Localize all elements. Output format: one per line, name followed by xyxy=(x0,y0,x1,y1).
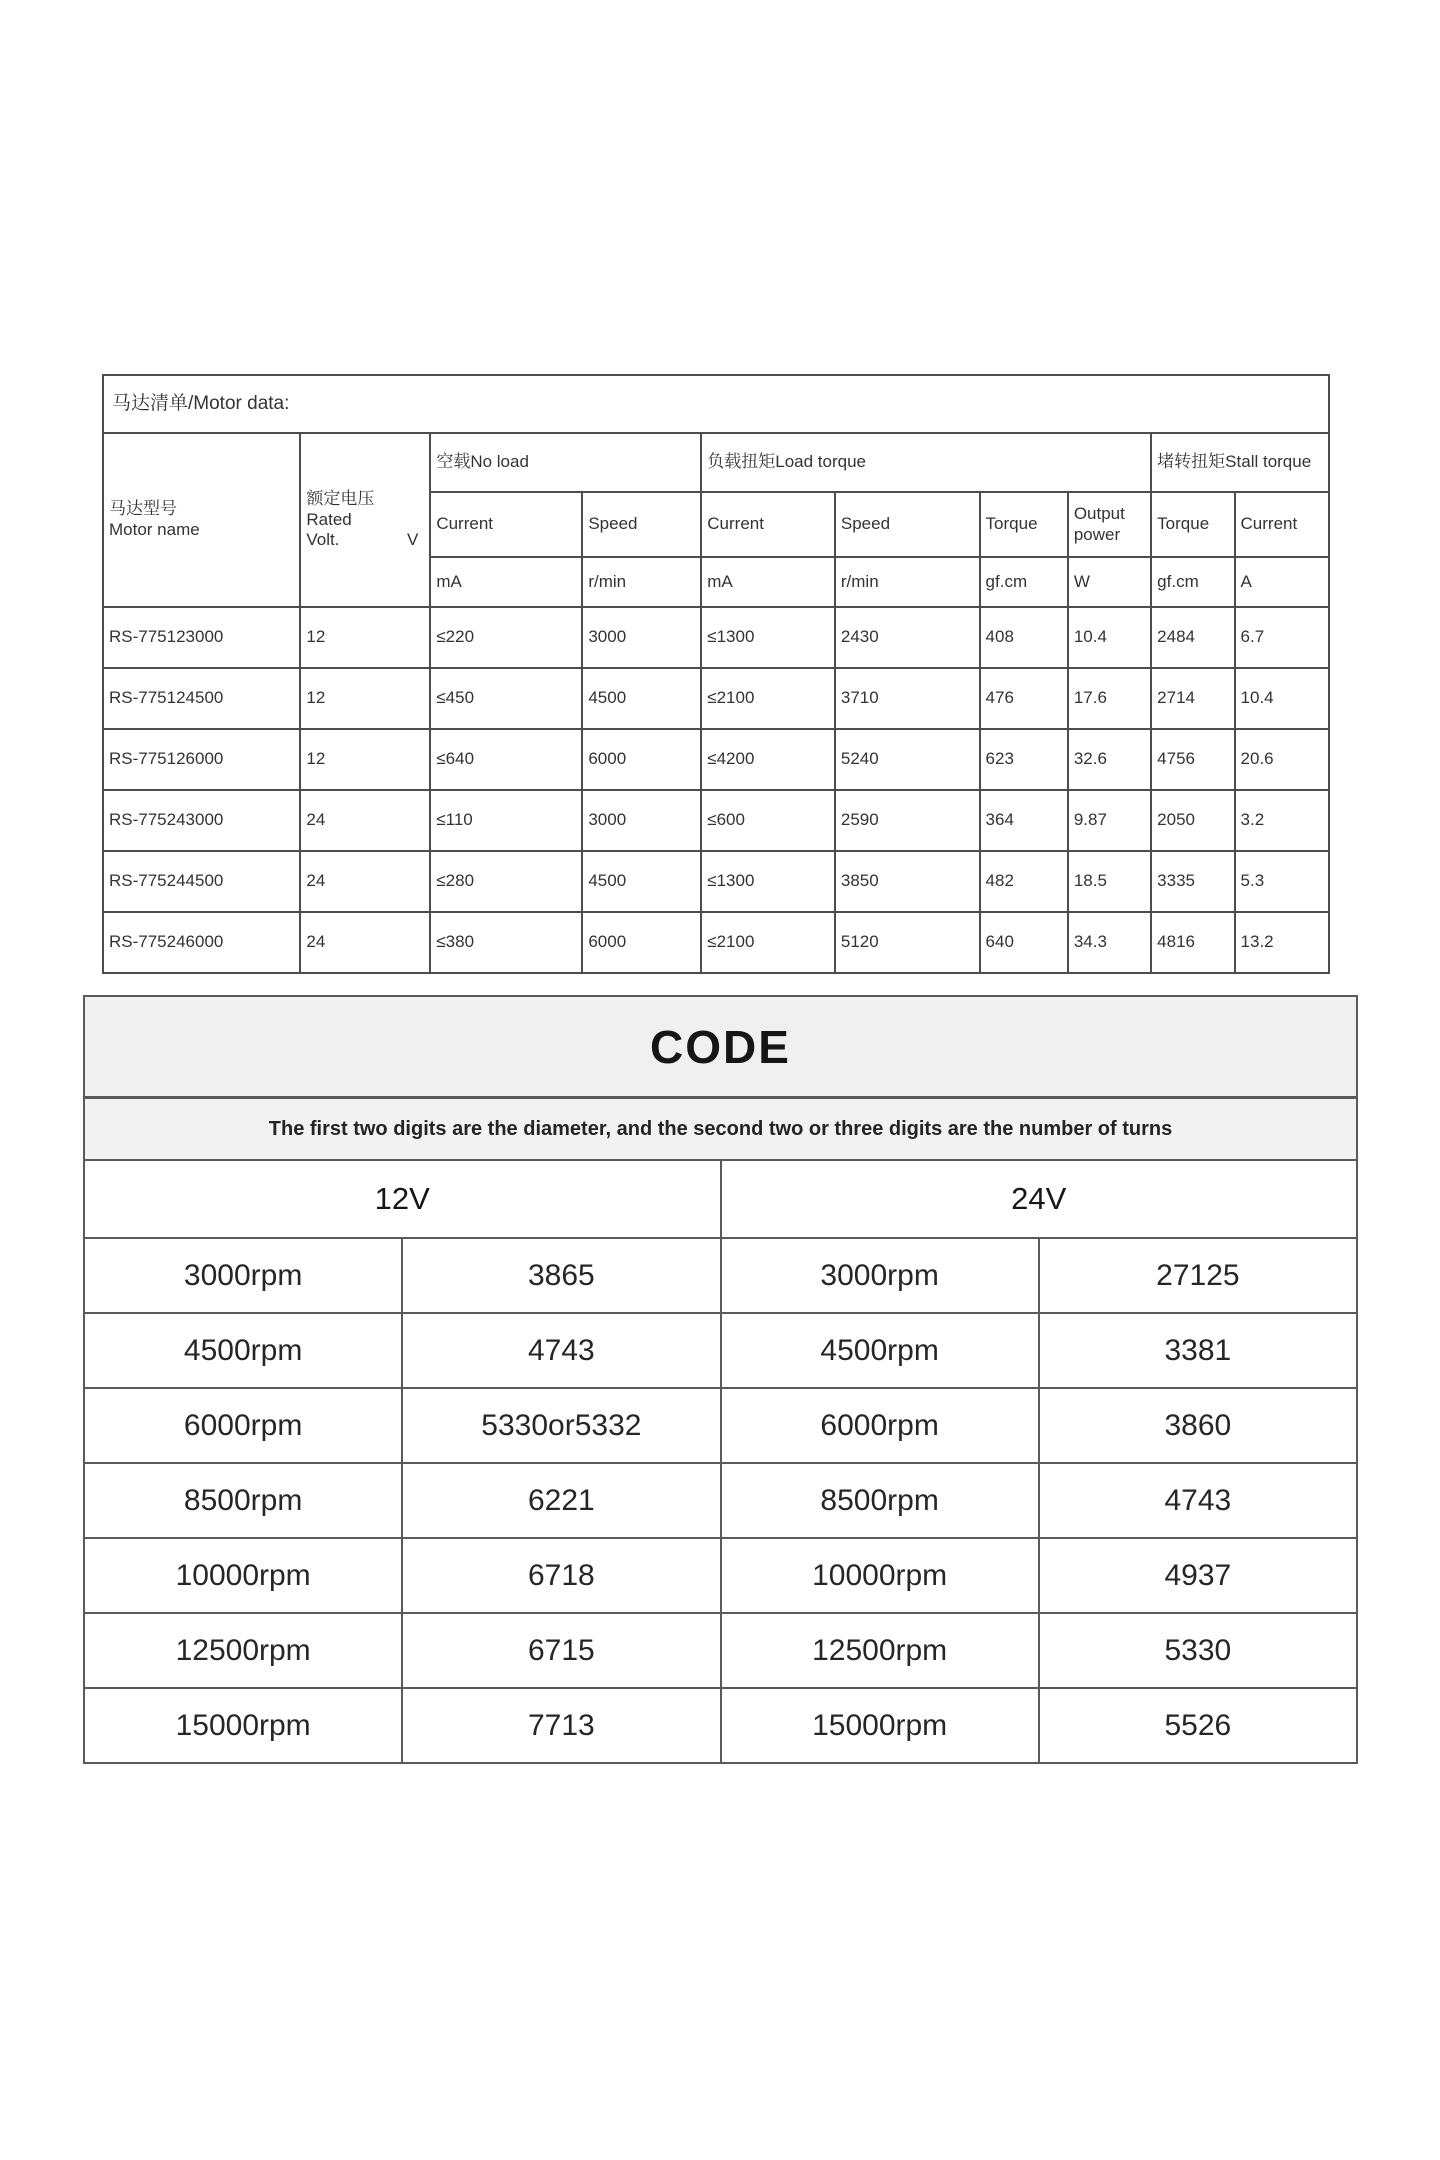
table-cell: 8500rpm xyxy=(721,1463,1039,1538)
table-cell: 3850 xyxy=(835,851,980,912)
table-cell: 6221 xyxy=(402,1463,720,1538)
table-cell: 4500rpm xyxy=(721,1313,1039,1388)
table-cell: 2714 xyxy=(1151,668,1234,729)
unit-cell: W xyxy=(1068,557,1151,607)
table-cell: 6000 xyxy=(582,912,701,973)
voltage-header-24v: 24V xyxy=(721,1160,1358,1238)
table-cell: 32.6 xyxy=(1068,729,1151,790)
header-motor-name-cn: 马达型号 xyxy=(109,499,177,519)
table-cell: 5330 xyxy=(1039,1613,1357,1688)
table-cell: 24 xyxy=(300,912,430,973)
table-cell: 34.3 xyxy=(1068,912,1151,973)
table-cell: 3865 xyxy=(402,1238,720,1313)
table-row xyxy=(84,1538,1357,1613)
table-cell: 12 xyxy=(300,729,430,790)
table-cell: 6000 xyxy=(582,729,701,790)
table-cell: ≤2100 xyxy=(701,912,835,973)
table-cell: 364 xyxy=(980,790,1068,851)
table-cell: 2050 xyxy=(1151,790,1234,851)
table-cell: 482 xyxy=(980,851,1068,912)
table-cell: 12500rpm xyxy=(721,1613,1039,1688)
table-cell: 3000rpm xyxy=(84,1238,402,1313)
table-row xyxy=(103,912,1329,973)
table-cell: 20.6 xyxy=(1235,729,1329,790)
group-header-no-load: 空载No load xyxy=(430,433,701,492)
table-cell: 6000rpm xyxy=(721,1388,1039,1463)
table-cell: 15000rpm xyxy=(721,1688,1039,1763)
table-row xyxy=(103,433,1329,492)
table-cell: 5330or5332 xyxy=(402,1388,720,1463)
column-header: Current xyxy=(1235,492,1329,557)
table-cell: 4816 xyxy=(1151,912,1234,973)
table-cell: 3000 xyxy=(582,790,701,851)
table-cell: 408 xyxy=(980,607,1068,668)
table-row xyxy=(103,668,1329,729)
table-cell: 476 xyxy=(980,668,1068,729)
table-cell: 10.4 xyxy=(1068,607,1151,668)
table-cell: 6.7 xyxy=(1235,607,1329,668)
unit-cell: r/min xyxy=(582,557,701,607)
table-cell: 8500rpm xyxy=(84,1463,402,1538)
table-cell: 3860 xyxy=(1039,1388,1357,1463)
table-cell: 3335 xyxy=(1151,851,1234,912)
table-cell: 2430 xyxy=(835,607,980,668)
unit-cell: A xyxy=(1235,557,1329,607)
table-cell: 5526 xyxy=(1039,1688,1357,1763)
table-cell: ≤1300 xyxy=(701,851,835,912)
table-cell: 6718 xyxy=(402,1538,720,1613)
table-cell: RS-775123000 xyxy=(103,607,300,668)
motor-data-table xyxy=(102,374,1330,974)
table-cell: ≤110 xyxy=(430,790,582,851)
table-row xyxy=(84,1688,1357,1763)
table-row xyxy=(84,1098,1357,1161)
table-cell: RS-775124500 xyxy=(103,668,300,729)
table-cell: 2484 xyxy=(1151,607,1234,668)
unit-cell: mA xyxy=(701,557,835,607)
table-cell: 7713 xyxy=(402,1688,720,1763)
table-cell: RS-775243000 xyxy=(103,790,300,851)
table-cell: ≤2100 xyxy=(701,668,835,729)
table-cell: RS-775126000 xyxy=(103,729,300,790)
table-cell: 10000rpm xyxy=(84,1538,402,1613)
table-cell: 6715 xyxy=(402,1613,720,1688)
table-cell: 4500rpm xyxy=(84,1313,402,1388)
header-rated-cn: 额定电压 xyxy=(306,488,375,508)
table-cell: 3000rpm xyxy=(721,1238,1039,1313)
table-cell: ≤220 xyxy=(430,607,582,668)
table-cell: RS-775244500 xyxy=(103,851,300,912)
table-cell: ≤1300 xyxy=(701,607,835,668)
group-header-load-torque: 负载扭矩Load torque xyxy=(701,433,1151,492)
unit-cell: gf.cm xyxy=(1151,557,1234,607)
table-cell: 3.2 xyxy=(1235,790,1329,851)
table-cell: RS-775246000 xyxy=(103,912,300,973)
table-cell: 2590 xyxy=(835,790,980,851)
table-cell: 4743 xyxy=(402,1313,720,1388)
motor-table-title: 马达清单/Motor data: xyxy=(103,375,1329,433)
unit-cell: mA xyxy=(430,557,582,607)
code-table-title: CODE xyxy=(84,996,1357,1098)
table-cell: 3000 xyxy=(582,607,701,668)
table-cell: 24 xyxy=(300,851,430,912)
table-row xyxy=(103,729,1329,790)
column-header: Torque xyxy=(980,492,1068,557)
table-row xyxy=(84,1388,1357,1463)
unit-cell: r/min xyxy=(835,557,980,607)
table-row xyxy=(103,607,1329,668)
table-cell: 4756 xyxy=(1151,729,1234,790)
table-cell: 10.4 xyxy=(1235,668,1329,729)
table-row xyxy=(84,1613,1357,1688)
table-cell: 24 xyxy=(300,790,430,851)
table-cell: 12 xyxy=(300,607,430,668)
table-cell: 5120 xyxy=(835,912,980,973)
table-row xyxy=(84,1463,1357,1538)
table-row xyxy=(103,851,1329,912)
table-row xyxy=(103,790,1329,851)
group-header-stall-torque: 堵转扭矩Stall torque xyxy=(1151,433,1329,492)
header-motor-name-en: Motor name xyxy=(109,520,200,539)
table-cell: 5.3 xyxy=(1235,851,1329,912)
table-cell: 9.87 xyxy=(1068,790,1151,851)
table-row xyxy=(84,1238,1357,1313)
table-cell: 4743 xyxy=(1039,1463,1357,1538)
table-cell: 12500rpm xyxy=(84,1613,402,1688)
table-cell: 3381 xyxy=(1039,1313,1357,1388)
column-header: Current xyxy=(430,492,582,557)
table-cell: ≤4200 xyxy=(701,729,835,790)
table-row xyxy=(84,1313,1357,1388)
table-cell: 17.6 xyxy=(1068,668,1151,729)
table-row xyxy=(84,996,1357,1098)
code-table-subtitle: The first two digits are the diameter, and the second two or three digits are the number of turns xyxy=(84,1098,1357,1161)
header-rated-line2: Rated xyxy=(306,509,352,529)
column-header: Current xyxy=(701,492,835,557)
table-cell: ≤600 xyxy=(701,790,835,851)
table-cell: 15000rpm xyxy=(84,1688,402,1763)
table-cell: 10000rpm xyxy=(721,1538,1039,1613)
table-cell: 640 xyxy=(980,912,1068,973)
column-header: Speed xyxy=(582,492,701,557)
header-rated-volt-unit: V xyxy=(406,530,419,550)
table-cell: ≤640 xyxy=(430,729,582,790)
table-cell: 4937 xyxy=(1039,1538,1357,1613)
table-cell: 13.2 xyxy=(1235,912,1329,973)
header-rated-volt-label: Volt. xyxy=(306,530,340,550)
column-header: Speed xyxy=(835,492,980,557)
header-rated-volt xyxy=(300,433,430,607)
table-row xyxy=(103,375,1329,433)
voltage-header-12v: 12V xyxy=(84,1160,721,1238)
table-cell: ≤380 xyxy=(430,912,582,973)
code-table xyxy=(83,995,1358,1764)
table-cell: 4500 xyxy=(582,851,701,912)
table-cell: ≤450 xyxy=(430,668,582,729)
table-row xyxy=(84,1160,1357,1238)
table-cell: 6000rpm xyxy=(84,1388,402,1463)
column-header: Output power xyxy=(1068,492,1151,557)
table-cell: 18.5 xyxy=(1068,851,1151,912)
table-cell: 3710 xyxy=(835,668,980,729)
unit-cell: gf.cm xyxy=(980,557,1068,607)
table-cell: 27125 xyxy=(1039,1238,1357,1313)
header-rated-line3 xyxy=(306,530,424,551)
table-cell: 623 xyxy=(980,729,1068,790)
table-cell: 12 xyxy=(300,668,430,729)
table-cell: ≤280 xyxy=(430,851,582,912)
header-motor-name xyxy=(103,433,300,607)
table-cell: 4500 xyxy=(582,668,701,729)
column-header: Torque xyxy=(1151,492,1234,557)
table-cell: 5240 xyxy=(835,729,980,790)
